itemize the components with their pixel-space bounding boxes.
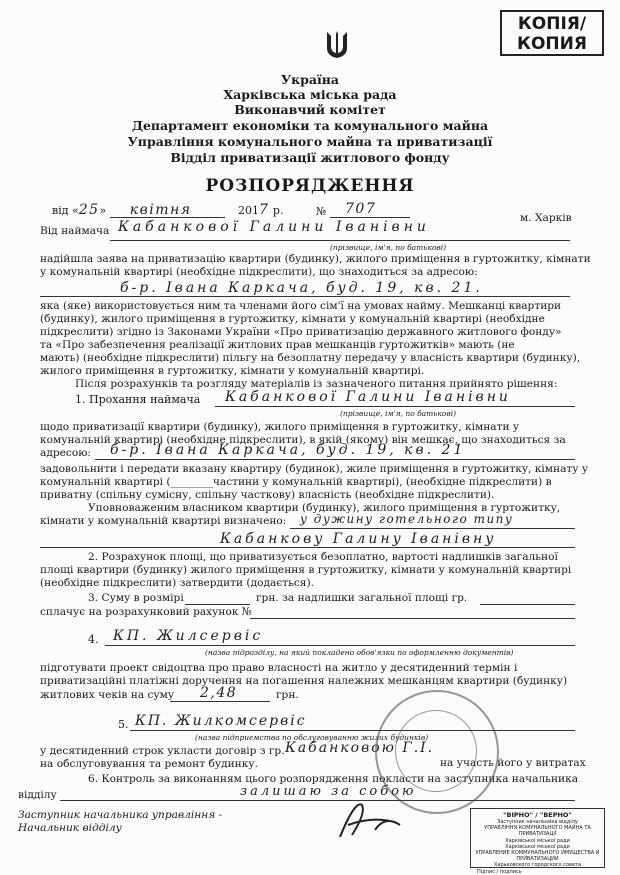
cert-line3: УПРАВЛІННЯ КОМУНАЛЬНОГО МАЙНА ТА ПРИВАТИЗАЦІЇ (484, 825, 591, 838)
body-line-6: та «Про забезпечення реалізації житлових прав мешканців гуртожитків» мають (не (40, 339, 515, 351)
cert-line4: Харківської міської ради (505, 837, 570, 844)
item-5-number: 5. (118, 718, 129, 731)
address-2: б-р. Івана Каркача, буд. 19, кв. 21 (110, 442, 466, 458)
copy-stamp-line1: КОПІЯ/ (517, 14, 587, 34)
date-month: квітня (129, 202, 192, 218)
item-5-line (130, 730, 575, 731)
body-line-23: сплачує на розрахунковий рахунок № (40, 606, 252, 618)
body-line-17: кімнати у комунальній квартирі визначено: (40, 515, 287, 527)
deputy-label: Заступник начальника управління - (18, 809, 223, 821)
body-line-13: задовольнити і передати вказану квартиру (будинок), жиле приміщення в гуртожитку, кімнату у (40, 463, 589, 475)
body-line-4: (будинку), жилого приміщення в гуртожитку, кімнати у комунальній квартирі (необхідне (40, 313, 545, 325)
item-4-number: 4. (88, 633, 99, 646)
header-dept3: Відділ приватизації житлового фонду (170, 150, 450, 165)
body-line-5: підкреслити) згідно із Законами України «Про приватизацію державного житлового фонду» (40, 326, 562, 338)
year-field (238, 204, 283, 217)
body-line-30a: відділу (18, 789, 57, 801)
sum-line (185, 604, 250, 605)
body-line-17-line (290, 528, 575, 529)
address-1: б-р. Івана Каркача, буд. 19, кв. 21. (120, 280, 483, 296)
item-5-caption: (назва підприємства по обслуговуванню жилих будинків) (195, 733, 429, 742)
item-4-line (105, 645, 575, 646)
body-line-19: 2. Розрахунок площі, що приватизується безоплатно, вартості надлишків загальної (88, 551, 558, 563)
item-1-line (215, 406, 575, 407)
body-line-9: Після розрахунків та розгляду матеріалів із зазначеного питання прийнято рішення: (75, 378, 558, 390)
body-line-14: комунальній квартирі (________частини у комунальній квартирі), (необхідне підкреслити) в (40, 476, 552, 488)
cheque-sum: 2,48 (200, 685, 238, 701)
item-1-name: Кабанкової Галини Іванівни (225, 389, 511, 405)
header-country: Україна (280, 72, 339, 87)
year-digit: 7 (259, 202, 270, 218)
account-line (250, 618, 575, 619)
body-line-10: щодо приватизації квартири (будинку), жилого приміщення в гуртожитку, кімнати у (40, 421, 520, 433)
body-line-18-line (40, 547, 575, 548)
date-line (52, 204, 192, 217)
header-dept2: Управління комунального майна та приватизації (127, 134, 493, 149)
body-line-27a: у десятиденний строк укласти договір з гр. (40, 745, 285, 757)
cert-line1: "ВІРНО" / "ВЕРНО" (503, 811, 572, 819)
body-line-11: комунальній квартирі (необхідне підкреслити), в якій (якому) він мешкає, що знаходиться за (40, 434, 566, 446)
owner-line (110, 240, 570, 241)
contract-citizen: Кабанковою Г.І. (285, 740, 435, 756)
certification-stamp (470, 808, 605, 875)
body-line-18-handwritten: Кабанкову Галину Іванівну (220, 531, 497, 547)
item-4-caption: (назва підрозділу, на який покладено обов'язки по оформленню документів) (205, 648, 514, 657)
body-line-7: мають) (необхідне підкреслити) пільгу на безоплатну передачу у власність квартири (будинку), (40, 352, 581, 364)
body-line-24: підготувати проект свідоцтва про право власності на житло у десятиденний термін і (40, 662, 518, 674)
copy-stamp-line2: КОПИЯ (517, 34, 587, 54)
body-line-21: (необхідне підкреслити) затвердити (додається). (40, 577, 314, 589)
body-line-17-handwritten: у дужину готельного типу (300, 512, 514, 526)
body-line-2: у комунальній квартирі (необхідне підкреслити), що знаходиться за адресою: (40, 266, 478, 278)
trident-emblem-icon (325, 30, 349, 60)
copy-stamp (500, 10, 604, 56)
citizen-line (480, 604, 575, 605)
date-mid: » (99, 204, 107, 217)
cheque-sum-line (170, 701, 270, 702)
date-prefix: від « (52, 204, 79, 217)
owner-name: Кабанкової Галини Іванівни (118, 219, 430, 235)
body-line-22a: 3. Суму в розмірі (88, 592, 184, 604)
address-2-line (95, 459, 575, 460)
head-label: Начальник відділу (18, 822, 122, 834)
signature-icon (330, 795, 410, 845)
header-committee: Виконавчий комітет (234, 102, 386, 117)
year-prefix: 201 (238, 204, 259, 217)
body-line-26b: грн. (276, 689, 299, 701)
address-1-line (40, 296, 570, 297)
body-line-20: площі квартири (будинку) жилого приміщення в гуртожитку, кімнати у комунальній квартирі (40, 564, 572, 576)
cert-line8: Підпис / подпись (477, 868, 522, 875)
item-5-handwritten: КП. Жилкомсервіс (135, 713, 307, 729)
body-line-1: надійшла заява на приватизацію квартири (будинку), жилого приміщення в гуртожитку, кімнати (40, 253, 591, 265)
document-number: 707 (345, 201, 377, 217)
city-label: м. Харків (520, 212, 572, 224)
date-day: 25 (78, 202, 100, 218)
body-line-25: приватизаційні платіжні доручення на погашення належних мешканцям квартири (будинку) (40, 675, 568, 687)
body-line-22b: грн. за надлишки загальної площі гр. (256, 592, 468, 604)
item-1-caption: (прізвище, ім'я, по батькові) (340, 409, 457, 418)
body-line-8: жилого приміщення в гуртожитку, кімнати у комунальній квартирі. (40, 365, 425, 377)
cert-line6: УПРАВЛЕНИЕ КОММУНАЛЬНОГО ИМУЩЕСТВА И ПРИВАТИЗАЦИИ (475, 850, 600, 863)
cert-line2: Заступник начальника відділу (497, 819, 578, 825)
number-line (330, 217, 410, 218)
body-line-26a: житлових чеків на суму (40, 689, 175, 701)
owner-caption: (прізвище, ім'я, по батькові) (330, 243, 447, 252)
item-1-label: 1. Прохання наймача (75, 393, 201, 406)
cert-line7: Харьковского городского совета (493, 862, 582, 869)
body-line-29: 6. Контроль за виконанням цього розпорядження покласти на заступника начальника (88, 773, 579, 785)
control-handwritten: залишаю за собою (240, 784, 417, 799)
item-4-handwritten: КП. Жилсервіс (113, 628, 264, 644)
control-line (60, 800, 575, 801)
cert-line5: Харківської міської ради (505, 843, 570, 850)
body-line-12: адресою: (40, 447, 91, 459)
number-label: № (316, 205, 327, 218)
owner-label: Від наймача (40, 225, 110, 237)
document-title: РОЗПОРЯДЖЕННЯ (205, 176, 415, 196)
header-dept1: Департамент економіки та комунального майна (131, 118, 489, 133)
body-line-28: на обслуговування та ремонт будинку. (40, 758, 258, 770)
date-month-line (110, 217, 225, 218)
year-suffix: р. (272, 204, 284, 217)
body-line-27b: на участь його у витратах (440, 757, 586, 769)
body-line-16: Уповноваженим власником квартири (будинку), жилого приміщення в гуртожитку, (88, 502, 561, 514)
body-line-3: яка (яке) використовується ним та членами його сім'ї на умовах найму. Мешканці квартири (40, 300, 562, 312)
body-line-15: приватну (спільну сумісну, спільну часткову) власність (необхідне підкреслити). (40, 489, 495, 501)
header-council: Харківська міська рада (223, 87, 397, 102)
